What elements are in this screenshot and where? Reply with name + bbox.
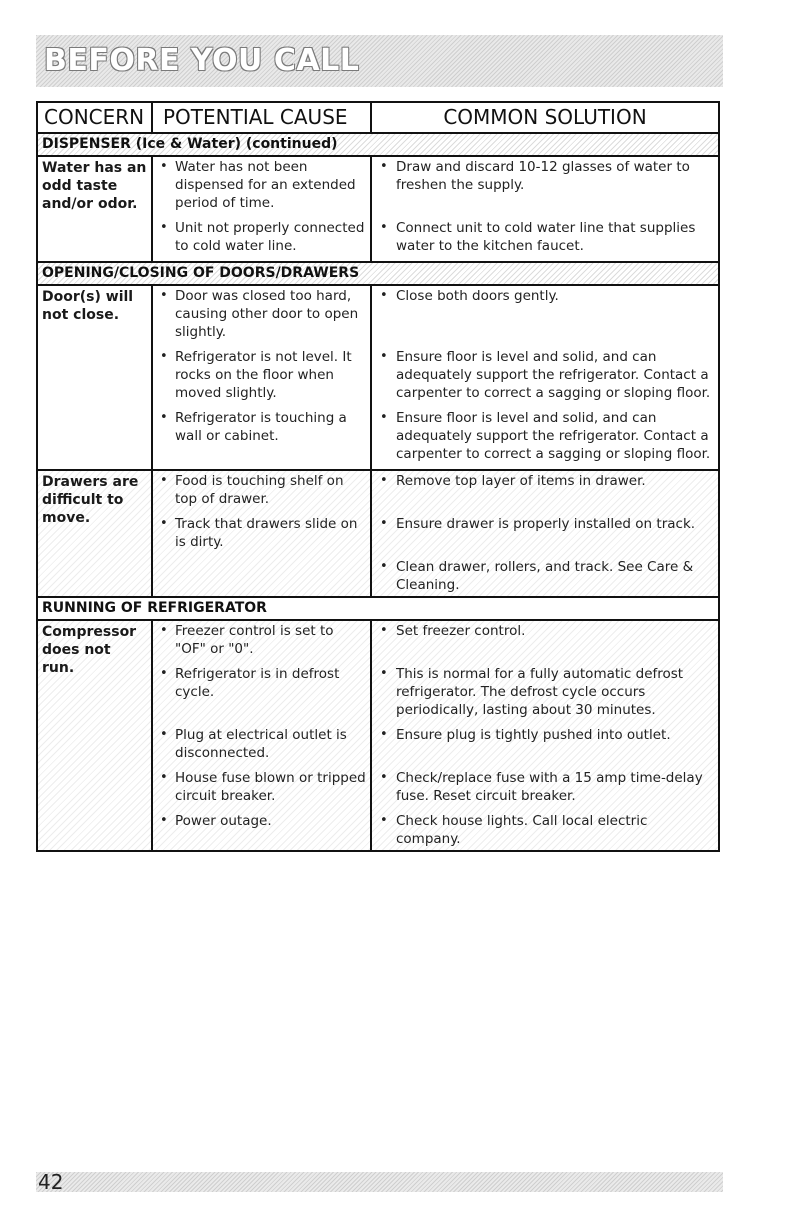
cause-item-empty bbox=[153, 557, 372, 596]
solution-item: • Connect unit to cold water line that supplies water to the kitchen faucet. bbox=[380, 220, 696, 254]
bullet-icon: • bbox=[380, 516, 388, 531]
bullet-icon: • bbox=[160, 516, 168, 531]
table-row bbox=[153, 557, 718, 596]
concern-block bbox=[38, 286, 718, 471]
troubleshooting-table bbox=[36, 101, 720, 852]
bullet-icon: • bbox=[380, 727, 388, 742]
section-heading: DISPENSER (Ice & Water) (continued) bbox=[38, 134, 718, 157]
column-header-concern: CONCERN bbox=[38, 103, 153, 132]
solution-item: • Ensure floor is level and solid, and can adequately support the refrigerator. Contact a carpenter to correct a sagging or sloping floor. bbox=[380, 410, 711, 462]
bullet-icon: • bbox=[380, 349, 388, 364]
cause-solution-list bbox=[153, 157, 718, 261]
bullet-icon: • bbox=[160, 159, 168, 174]
bullet-icon: • bbox=[160, 410, 168, 425]
table-row bbox=[153, 471, 718, 514]
cause-item: • Refrigerator is touching a wall or cabinet. bbox=[153, 408, 372, 469]
concern-label: Drawers are difficult to move. bbox=[38, 471, 153, 596]
cause-item: • Water has not been dispensed for an extended period of time. bbox=[153, 157, 372, 218]
bullet-icon: • bbox=[380, 288, 388, 303]
bullet-icon: • bbox=[380, 159, 388, 174]
header-banner bbox=[36, 35, 723, 87]
bullet-icon: • bbox=[160, 288, 168, 303]
bullet-icon: • bbox=[380, 623, 388, 638]
footer-bar bbox=[36, 1172, 723, 1192]
table-row bbox=[153, 621, 718, 664]
solution-item: • Ensure plug is tightly pushed into outlet. bbox=[380, 727, 671, 743]
bullet-icon: • bbox=[380, 770, 388, 785]
bullet-icon: • bbox=[380, 813, 388, 828]
bullet-icon: • bbox=[160, 220, 168, 235]
cause-item: • Unit not properly connected to cold water line. bbox=[153, 218, 372, 261]
solution-item: • Ensure drawer is properly installed on track. bbox=[380, 516, 696, 532]
cause-item: • Power outage. bbox=[153, 811, 372, 850]
solution-item: • Set freezer control. bbox=[380, 623, 526, 639]
section-heading: OPENING/CLOSING OF DOORS/DRAWERS bbox=[38, 263, 718, 286]
solution-item: • This is normal for a fully automatic defrost refrigerator. The defrost cycle occurs periodically, lasting about 30 minutes. bbox=[380, 666, 684, 718]
solution-item: • Draw and discard 10-12 glasses of water to freshen the supply. bbox=[380, 159, 690, 193]
cause-item: • Food is touching shelf on top of drawer. bbox=[153, 471, 372, 514]
table-row bbox=[153, 768, 718, 811]
page-number: 42 bbox=[38, 1170, 64, 1194]
table-row bbox=[153, 811, 718, 850]
solution-item: • Check/replace fuse with a 15 amp time-delay fuse. Reset circuit breaker. bbox=[380, 770, 703, 804]
cause-item: • Refrigerator is not level. It rocks on the floor when moved slightly. bbox=[153, 347, 372, 408]
table-row bbox=[153, 286, 718, 347]
bullet-icon: • bbox=[380, 559, 388, 574]
table-row bbox=[153, 725, 718, 768]
cause-item: • Freezer control is set to "OF" or "0". bbox=[153, 621, 372, 664]
column-header-solution: COMMON SOLUTION bbox=[443, 105, 647, 129]
cause-solution-list bbox=[153, 286, 718, 469]
table-row bbox=[153, 347, 718, 408]
solution-item: • Remove top layer of items in drawer. bbox=[380, 473, 646, 489]
bullet-icon: • bbox=[380, 220, 388, 235]
bullet-icon: • bbox=[160, 727, 168, 742]
cause-item: • Track that drawers slide on is dirty. bbox=[153, 514, 372, 557]
column-header-row bbox=[38, 103, 718, 134]
bullet-icon: • bbox=[380, 473, 388, 488]
concern-label: Compressor does not run. bbox=[38, 621, 153, 850]
bullet-icon: • bbox=[380, 666, 388, 681]
concern-label: Water has an odd taste and/or odor. bbox=[38, 157, 153, 261]
bullet-icon: • bbox=[160, 770, 168, 785]
table-row bbox=[153, 157, 718, 218]
concern-block bbox=[38, 621, 718, 850]
table-row bbox=[153, 408, 718, 469]
table-row bbox=[153, 664, 718, 725]
cause-solution-list bbox=[153, 471, 718, 596]
cause-item: • Refrigerator is in defrost cycle. bbox=[153, 664, 372, 725]
concern-block bbox=[38, 157, 718, 263]
bullet-icon: • bbox=[160, 623, 168, 638]
bullet-icon: • bbox=[160, 813, 168, 828]
solution-item: • Clean drawer, rollers, and track. See Care & Cleaning. bbox=[380, 559, 694, 593]
cause-item: • House fuse blown or tripped circuit breaker. bbox=[153, 768, 372, 811]
column-header-cause: POTENTIAL CAUSE bbox=[153, 103, 372, 132]
cause-solution-list bbox=[153, 621, 718, 850]
solution-item: • Close both doors gently. bbox=[380, 288, 559, 304]
concern-label: Door(s) will not close. bbox=[38, 286, 153, 469]
cause-item: • Door was closed too hard, causing other door to open slightly. bbox=[153, 286, 372, 347]
solution-item: • Ensure floor is level and solid, and can adequately support the refrigerator. Contact a carpenter to correct a sagging or sloping floor. bbox=[380, 349, 711, 401]
concern-block bbox=[38, 471, 718, 598]
page-title: BEFORE YOU CALL bbox=[44, 43, 360, 78]
solution-item: • Check house lights. Call local electric company. bbox=[380, 813, 648, 847]
bullet-icon: • bbox=[160, 666, 168, 681]
table-row bbox=[153, 218, 718, 261]
section-heading: RUNNING OF REFRIGERATOR bbox=[38, 598, 718, 621]
bullet-icon: • bbox=[380, 410, 388, 425]
bullet-icon: • bbox=[160, 349, 168, 364]
table-row bbox=[153, 514, 718, 557]
bullet-icon: • bbox=[160, 473, 168, 488]
cause-item: • Plug at electrical outlet is disconnected. bbox=[153, 725, 372, 768]
